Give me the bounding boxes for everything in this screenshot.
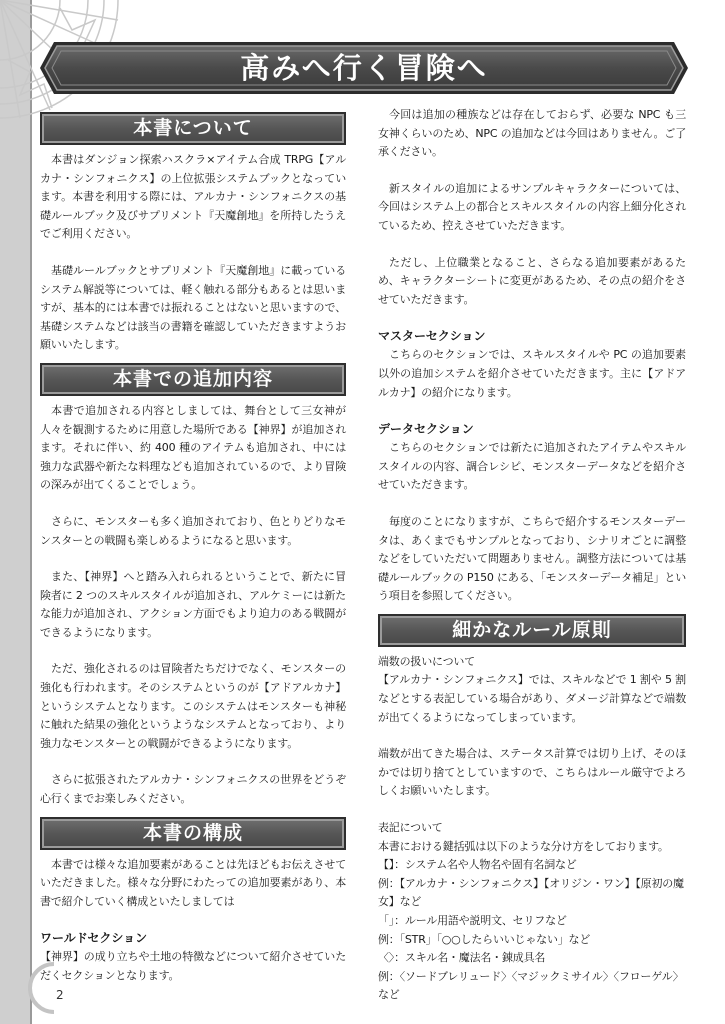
paragraph: さらに、モンスターも多く追加されており、色とりどりなモンスターとの戦闘も楽しめるようになると思います。 [40, 514, 346, 547]
title-banner [40, 36, 688, 100]
master-section-title: マスターセクション [378, 329, 486, 344]
paragraph: また、【神界】へと踏み入れられるということで、新たに冒険者に 2 つのスキルスタイルが追加され、アルケミーには新たな能力が追加され、アクション方面でもより迫力のある戦闘ができるようになります。 [40, 570, 346, 639]
data-section-note: 毎度のことになりますが、こちらで紹介するモンスターデータは、あくまでもサンプルとなっており、シナリオごとに調整などをしていただいて問題ありません。調整方法については基礎ルールブックの P150 にある、「モンスターデータ補足」という項目を参照してください。 [378, 514, 686, 603]
left-column [40, 112, 346, 986]
page-title: 高みへ行く冒険へ [240, 51, 488, 85]
paragraph: ただし、上位職業となること、さらなる追加要素があるため、キャラクターシートに変更があるため、その点の紹介をさせていただきます。 [378, 255, 686, 306]
section-header-label: 細かなルール原則 [452, 618, 612, 641]
section-header-about [40, 112, 346, 145]
data-section-body: こちらのセクションでは新たに追加されたアイテムやスキルスタイルの内容、調合レシピ、モンスターデータなどを紹介させていただきます。 [378, 441, 686, 492]
notation-line: 例：【アルカナ・シンフォニクス】【オリジン・ワン】【原初の魔女】など [378, 876, 684, 909]
fraction-body: 【アルカナ・シンフォニクス】では、スキルなどで 1 割や 5 割などとする表記している場合があり、ダメージ計算などで端数が出てくるようになってしまっています。 [378, 673, 686, 724]
section-header-rules [378, 614, 686, 647]
notation-line: 「」：ルール用語や説明文、セリフなど [378, 914, 567, 927]
world-section-body: 【神界】の成り立ちや土地の特徴などについて紹介させていただくセクションとなります。 [40, 950, 346, 982]
notation-line: 例：「STR」「○○したらいいじゃない」など [378, 932, 591, 946]
section-header-label: 本書での追加内容 [112, 367, 273, 390]
world-section-title: ワールドセクション [40, 931, 148, 946]
data-section-title: データセクション [378, 422, 474, 437]
notation-line: 本書における鍵括弧は以下のような分け方をしております。 [378, 839, 669, 853]
notation-title: 表記について [378, 821, 443, 835]
notation-line: 〈〉：スキル名・魔法名・錬成具名 [378, 951, 546, 965]
section-header-label: 本書の構成 [142, 821, 243, 844]
paragraph: 今回は追加の種族などは存在しておらず、必要な NPC も三女神くらいのため、NPC の追加などは今回はありません。ご了承ください。 [378, 108, 686, 159]
section-header-additions [40, 363, 346, 396]
paragraph: さらに拡張されたアルカナ・シンフォニクスの世界をどうぞ心行くまでお楽しみください。 [40, 773, 346, 806]
fraction-rule: 端数が出てきた場合は、ステータス計算では切り上げ、そのほかでは切り捨てとしていますので、こちらはルール厳守でよろしくお願いいたします。 [378, 747, 686, 798]
right-column [378, 106, 686, 1005]
paragraph: 新スタイルの追加によるサンプルキャラクターについては、今回はシステム上の都合とスキルスタイルの内容上細分化されているため、控えさせていただきます。 [378, 181, 686, 232]
paragraph: 基礎ルールブックとサプリメント『天魔創地』に載っているシステム解説等については、軽く触れる部分もあるとは思いますが、基本的には本書では振れることはないと思いますので、基礎システムなどは該当の書籍を確認していただきますようお願いいたします。 [40, 263, 346, 352]
master-section-body: こちらのセクションでは、スキルスタイルや PC の追加要素以外の追加システムを紹介させていただきます。主に【アドアルカナ】の紹介になります。 [378, 348, 686, 399]
paragraph: 本書はダンジョン探索ハスクラ×アイテム合成 TRPG【アルカナ・シンフォニクス】の上位拡張システムブックとなっています。本書を利用する際には、アルカナ・シンフォニクスの基礎ルールブック及びサプリメント『天魔創地』を所持したうえでご利用ください。 [40, 153, 346, 241]
paragraph: ただ、強化されるのは冒険者たちだけでなく、モンスターの強化も行われます。そのシステムというのが【アドアルカナ】というシステムとなります。このシステムはモンスターも神秘に触れた結果の強化というようなシステムとなっており、より強力なモンスターとの戦闘ができるようになります。 [40, 662, 346, 750]
left-margin-bar [0, 0, 30, 1024]
notation-line: 【】：システム名や人物名や固有名詞など [378, 858, 577, 872]
paragraph: 本書では様々な追加要素があることは先ほどもお伝えさせていただきました。様々な分野にわたっての追加要素があり、本書で紹介していく構成といたしましては [40, 857, 346, 908]
paragraph: 本書で追加される内容としましては、舞台として三女神が人々を観測するために用意した場所である【神界】が追加されます。それに伴い、約 400 種のアイテムも追加され、中には強力な武器や新たな料理なども追加されているので、より冒険の深みが出てくることでしょう。 [40, 403, 346, 492]
page-number: 2 [56, 988, 64, 1002]
fraction-title: 端数の扱いについて [378, 654, 475, 668]
left-margin-line [30, 0, 32, 1024]
section-header-label: 本書について [133, 117, 253, 139]
section-header-structure [40, 817, 346, 850]
notation-line: 例：〈ソードブレリュード〉〈マジックミサイル〉〈フローゲル〉など [378, 969, 684, 1002]
